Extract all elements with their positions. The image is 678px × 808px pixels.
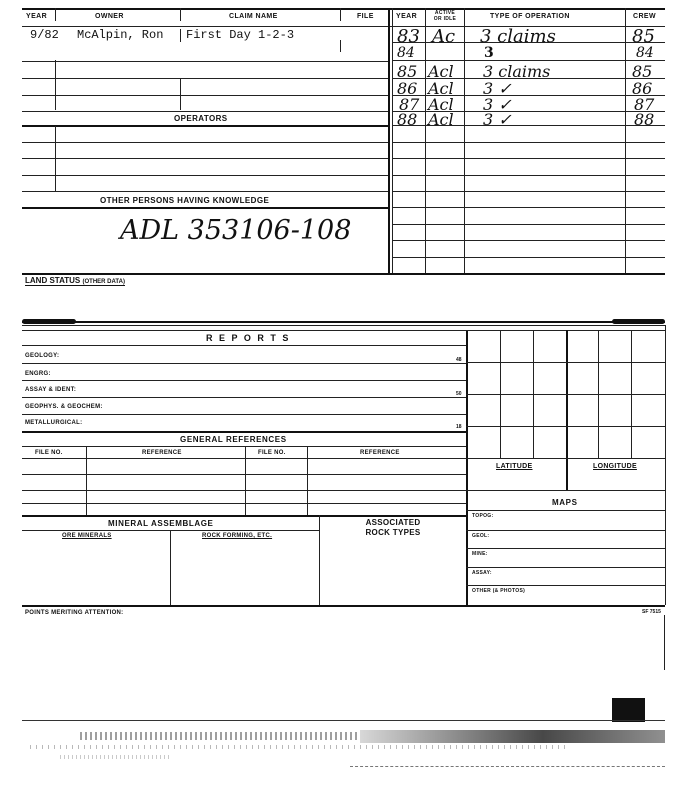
claim-name: First Day 1-2-3 bbox=[186, 28, 295, 42]
points-meriting-attention: POINTS MERITING ATTENTION: bbox=[25, 610, 124, 616]
ref-header-file-no: FILE NO. bbox=[35, 450, 63, 456]
general-references-title: GENERAL REFERENCES bbox=[180, 435, 287, 444]
other-persons-title: OTHER PERSONS HAVING KNOWLEDGE bbox=[100, 196, 270, 205]
op-type: 3 claims bbox=[483, 62, 551, 81]
report-code: 18 bbox=[456, 424, 462, 430]
reports-title: R E P O R T S bbox=[206, 333, 291, 343]
operators-title: OPERATORS bbox=[174, 114, 228, 123]
report-code: 48 bbox=[456, 357, 462, 363]
op-active: Acl bbox=[428, 95, 454, 114]
op-year: 85 bbox=[397, 62, 418, 81]
op-crew: 86 bbox=[632, 79, 653, 98]
header-active-idle: ACTIVE OR IDLE bbox=[433, 10, 457, 22]
report-label: ENGRG: bbox=[25, 371, 51, 377]
op-year: 84 bbox=[397, 45, 415, 61]
map-row-label: TOPOG: bbox=[472, 513, 494, 519]
op-type: 3 ✓ bbox=[483, 79, 512, 98]
header-year: YEAR bbox=[26, 13, 48, 20]
header-crew: CREW bbox=[633, 13, 656, 20]
latitude-label: LATITUDE bbox=[496, 463, 533, 470]
op-type: 3 bbox=[484, 45, 494, 61]
land-status-label: LAND STATUS (OTHER DATA) bbox=[25, 276, 125, 285]
op-active: Ac bbox=[432, 26, 456, 47]
header-type-of-operation: TYPE OF OPERATION bbox=[490, 13, 570, 20]
report-label: GEOPHYS. & GEOCHEM: bbox=[25, 404, 103, 410]
owner-name: McAlpin, Ron bbox=[77, 28, 164, 42]
op-year: 87 bbox=[399, 95, 420, 114]
op-crew: 85 bbox=[632, 26, 655, 47]
header-year-right: YEAR bbox=[396, 13, 418, 20]
other-persons-value: ADL 353106-108 bbox=[120, 215, 352, 246]
map-row-label: GEOL: bbox=[472, 533, 490, 539]
report-label: METALLURGICAL: bbox=[25, 420, 83, 426]
ref-header-file-no: FILE NO. bbox=[258, 450, 286, 456]
form-code: SF 7515 bbox=[642, 609, 661, 615]
op-year: 88 bbox=[397, 110, 418, 129]
associated-rock-types: ASSOCIATED ROCK TYPES bbox=[365, 518, 421, 537]
op-active: Acl bbox=[428, 79, 454, 98]
op-type: 3 ✓ bbox=[483, 110, 512, 129]
map-row-label: OTHER (& PHOTOS) bbox=[472, 588, 526, 594]
ore-minerals-header: ORE MINERALS bbox=[62, 533, 112, 539]
op-crew: 84 bbox=[636, 45, 654, 61]
mineral-assemblage-title: MINERAL ASSEMBLAGE bbox=[108, 519, 214, 528]
longitude-label: LONGITUDE bbox=[593, 463, 637, 470]
op-active: Acl bbox=[428, 62, 454, 81]
op-type: 3 ✓ bbox=[483, 95, 512, 114]
report-label: GEOLOGY: bbox=[25, 353, 60, 359]
header-claim-name: CLAIM NAME bbox=[229, 13, 278, 20]
op-crew: 85 bbox=[632, 62, 653, 81]
op-active: Acl bbox=[428, 110, 454, 129]
ref-header-reference: REFERENCE bbox=[142, 450, 182, 456]
op-crew: 87 bbox=[634, 95, 655, 114]
op-type: 3 claims bbox=[480, 26, 556, 47]
report-code: 50 bbox=[456, 391, 462, 397]
op-year: 86 bbox=[397, 79, 418, 98]
maps-title: MAPS bbox=[552, 498, 578, 507]
rock-forming-header: ROCK FORMING, ETC. bbox=[202, 533, 273, 539]
owner-year: 9/82 bbox=[30, 28, 59, 42]
map-row-label: MINE: bbox=[472, 551, 488, 557]
op-crew: 88 bbox=[634, 110, 655, 129]
header-file: FILE bbox=[357, 13, 374, 20]
ref-header-reference: REFERENCE bbox=[360, 450, 400, 456]
header-owner: OWNER bbox=[95, 13, 124, 20]
op-year: 83 bbox=[397, 26, 420, 47]
map-row-label: ASSAY: bbox=[472, 570, 492, 576]
report-label: ASSAY & IDENT: bbox=[25, 387, 77, 393]
